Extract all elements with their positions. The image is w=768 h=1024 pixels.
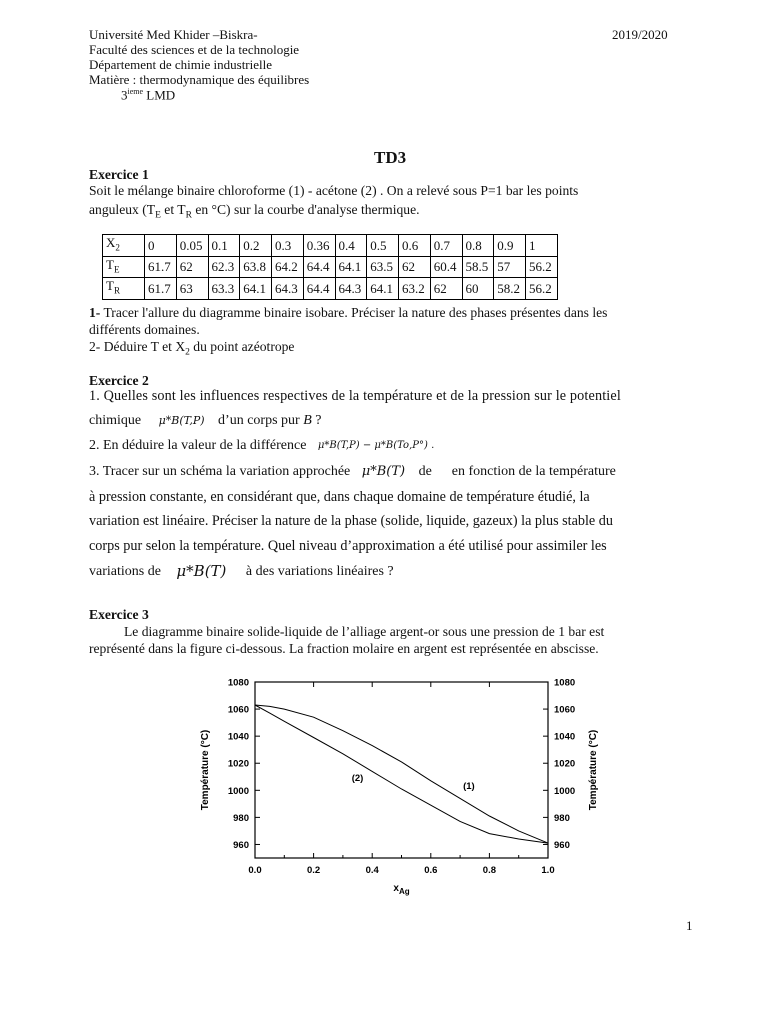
table-row	[103, 256, 558, 278]
y-tick-label: 1040	[227, 731, 249, 743]
level-label: 3ieme LMD	[121, 87, 176, 103]
exercise-2-line4: 3. Tracer sur un schéma la variation approchée μ*B(T) de en fonction de la température	[89, 464, 616, 480]
faculty-name: Faculté des sciences et de la technologie	[89, 42, 300, 57]
table-cell: 0.4	[335, 235, 367, 257]
table-cell: 60.4	[430, 256, 462, 278]
table-cell: 0.2	[240, 235, 272, 257]
subject-name: Matière : thermodynamique des équilibres	[89, 72, 310, 87]
table-cell: 0.3	[272, 235, 304, 257]
data-table	[102, 234, 558, 300]
table-cell: 56.2	[526, 256, 558, 278]
y-axis-label: Température (°C)	[200, 729, 211, 811]
exercise-2-line8: variations de μ*B(T) à des variations linéaires ?	[89, 562, 394, 581]
series-line-2	[255, 705, 548, 843]
table-cell: 62.3	[208, 256, 240, 278]
table-cell: 0.1	[208, 235, 240, 257]
phase-diagram-chart	[190, 668, 620, 908]
y-tick-label: 960	[233, 839, 249, 851]
table-cell: 0	[145, 235, 177, 257]
y-tick-label-right: 1080	[554, 677, 576, 689]
exercise-1-heading: Exercice 1	[89, 167, 149, 182]
row-label: $T_R$	[103, 278, 145, 300]
x-tick-label: 0.8	[482, 865, 497, 876]
exercise-3-line2: représenté dans la figure ci-dessous. La fraction molaire en argent est représentée en abscisse.	[89, 641, 599, 656]
table-cell: 1	[526, 235, 558, 257]
table-cell: 64.3	[272, 278, 304, 300]
table-cell: 64.1	[240, 278, 272, 300]
table-cell: 58.5	[462, 256, 494, 278]
exercise-2-heading: Exercice 2	[89, 373, 149, 388]
exercise-1-question-2: 2- Déduire T et $X_2$ du point azéotrope	[89, 339, 295, 358]
table-cell: 0.9	[494, 235, 526, 257]
table-cell: 58.2	[494, 278, 526, 300]
mu-difference-formula: μ*B(T,P) − μ*B(To,P°) .	[317, 440, 435, 452]
mu-formula-1: μ*B(T,P)	[158, 414, 205, 428]
table-cell: 64.4	[303, 256, 335, 278]
x-tick-label: 1.0	[541, 865, 555, 876]
x-tick-label: 0.4	[365, 865, 379, 876]
table-cell: 0.36	[303, 235, 335, 257]
mu-formula-3: μ*B(T)	[176, 562, 227, 581]
table-cell: 63	[176, 278, 208, 300]
x-tick-label: 0.0	[248, 865, 262, 876]
table-row	[103, 278, 558, 300]
table-cell: 56.2	[526, 278, 558, 300]
table-row	[103, 235, 558, 257]
exercise-2-line5: à pression constante, en considérant que, dans chaque domaine de température étudié, la	[89, 489, 590, 505]
table-cell: 0.8	[462, 235, 494, 257]
table-cell: 62	[399, 256, 431, 278]
table-cell: 62	[176, 256, 208, 278]
table-cell: 62	[430, 278, 462, 300]
table-cell: 63.8	[240, 256, 272, 278]
exercise-1-question-1: 1- Tracer l'allure du diagramme binaire isobare. Préciser la nature des phases présentes dans les	[89, 305, 608, 320]
y-axis-label-right: Température (°C)	[588, 729, 599, 811]
exercise-1-intro-line2: anguleux ($T_E$ et $T_R$ en °C) sur la courbe d'analyse thermique.	[89, 202, 420, 221]
y-tick-label: 1080	[227, 677, 249, 689]
page-number: 1	[686, 918, 693, 933]
table-cell: 63.5	[367, 256, 399, 278]
table-cell: 64.2	[272, 256, 304, 278]
y-tick-label-right: 980	[554, 812, 570, 824]
exercise-2-line2: chimique μ*B(T,P) d’un corps pur B ?	[89, 413, 322, 428]
table-cell: 0.6	[399, 235, 431, 257]
y-tick-label-right: 1000	[554, 785, 576, 797]
y-tick-label-right: 1060	[554, 704, 576, 716]
table-cell: 61.7	[145, 256, 177, 278]
table-cell: 63.3	[208, 278, 240, 300]
table-cell: 63.2	[399, 278, 431, 300]
exercise-1-question-1-cont: différents domaines.	[89, 322, 200, 337]
table-cell: 57	[494, 256, 526, 278]
table-cell: 64.4	[303, 278, 335, 300]
row-label: $T_E$	[103, 256, 145, 278]
mu-formula-2: μ*B(T)	[361, 464, 406, 480]
x-tick-label: 0.6	[424, 865, 438, 876]
exercise-2-line6: variation est linéaire. Préciser la nature de la phase (solide, liquide, gazeux) la plus stable du	[89, 513, 613, 529]
series-label-2: (2)	[351, 772, 364, 784]
series-label-1: (1)	[463, 780, 475, 792]
table-cell: 0.5	[367, 235, 399, 257]
academic-year: 2019/2020	[612, 27, 668, 42]
row-label: $X_2$	[103, 235, 145, 257]
exercise-2-line1: 1. Quelles sont les influences respectives de la température et de la pression sur le potentiel	[89, 388, 621, 404]
exercise-3-heading: Exercice 3	[89, 607, 149, 622]
y-tick-label-right: 1040	[554, 731, 576, 743]
table-cell: 64.1	[367, 278, 399, 300]
exercise-1-intro-line1: Soit le mélange binaire chloroforme (1) - acétone (2) . On a relevé sous P=1 bar les points	[89, 183, 579, 198]
university-name: Université Med Khider –Biskra-	[89, 27, 258, 42]
exercise-3-line1: Le diagramme binaire solide-liquide de l’alliage argent-or sous une pression de 1 bar est	[124, 624, 605, 639]
x-axis-label-sub: Ag	[398, 887, 410, 896]
table-cell: 60	[462, 278, 494, 300]
x-tick-label: 0.2	[306, 865, 321, 876]
series-line-1	[255, 705, 548, 843]
table-cell: 64.1	[335, 256, 367, 278]
plot-frame	[255, 682, 548, 858]
y-tick-label: 980	[233, 812, 249, 824]
y-tick-label: 1000	[227, 785, 249, 797]
y-tick-label: 1060	[227, 704, 249, 716]
x-axis-label: $x_{Ag}$	[393, 883, 410, 896]
table-cell: 0.7	[430, 235, 462, 257]
table-cell: 64.3	[335, 278, 367, 300]
y-tick-label-right: 1020	[554, 758, 576, 770]
page-title: TD3	[374, 148, 407, 167]
table-cell: 0.05	[176, 235, 208, 257]
exercise-2-line7: corps pur selon la température. Quel niveau d’approximation a été utilisé pour assimiler les	[89, 538, 607, 554]
y-tick-label-right: 960	[554, 839, 570, 851]
exercise-2-line3: 2. En déduire la valeur de la différence μ*B(T,P) − μ*B(To,P°) .	[89, 438, 435, 453]
table-cell: 61.7	[145, 278, 177, 300]
department-name: Département de chimie industrielle	[89, 57, 273, 72]
y-tick-label: 1020	[227, 758, 249, 770]
